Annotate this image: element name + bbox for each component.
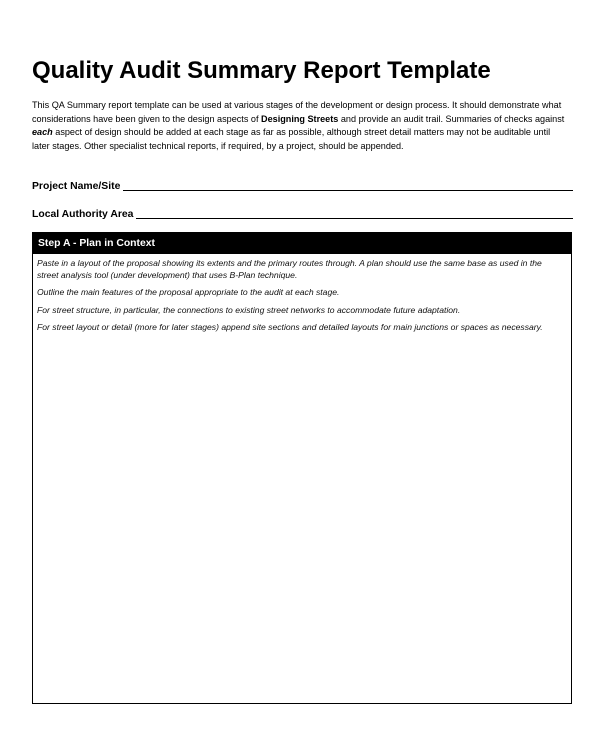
project-name-line[interactable] <box>123 190 573 191</box>
instruction-paragraph: Outline the main features of the proposal appropriate to the audit at each stage. <box>37 287 340 298</box>
intro-text-part3: aspect of design should be added at each stage as far as possible, although street detail matters may not be auditable until later stages. Other specialist technical reports, if required, by a project, should be appended. <box>32 127 551 152</box>
intro-emphasis-term: each <box>32 127 53 138</box>
project-name-label: Project Name/Site <box>32 181 121 192</box>
intro-paragraph <box>32 99 568 154</box>
step-a-instructions <box>37 258 565 340</box>
instruction-paragraph: Paste in a layout of the proposal showing its extents and the primary routes through. A plan should use the same base as used in the street analysis tool (under development) that uses B-Plan technique. <box>37 258 542 280</box>
step-a-box[interactable] <box>32 232 572 704</box>
local-authority-label: Local Authority Area <box>32 209 134 220</box>
project-name-field <box>32 178 573 194</box>
intro-text-part1: This QA Summary report template can be used at various stages of the development or design process. It should demonstrate what considerations have been given to the design aspects of <box>32 100 562 124</box>
intro-text-part2: and provide an audit trail. Summaries of checks against <box>338 113 565 124</box>
page-title: Quality Audit Summary Report Template <box>32 57 491 84</box>
local-authority-line[interactable] <box>136 218 573 219</box>
local-authority-field <box>32 206 573 222</box>
step-a-header: Step A - Plan in Context <box>33 233 571 254</box>
bottom-divider <box>32 703 572 704</box>
intro-bold-term: Designing Streets <box>261 113 339 124</box>
instruction-paragraph: For street structure, in particular, the connections to existing street networks to accommodate future adaptation. <box>37 304 461 315</box>
instruction-paragraph: For street layout or detail (more for later stages) append site sections and detailed layouts for main junctions or spaces as necessary. <box>37 322 543 333</box>
